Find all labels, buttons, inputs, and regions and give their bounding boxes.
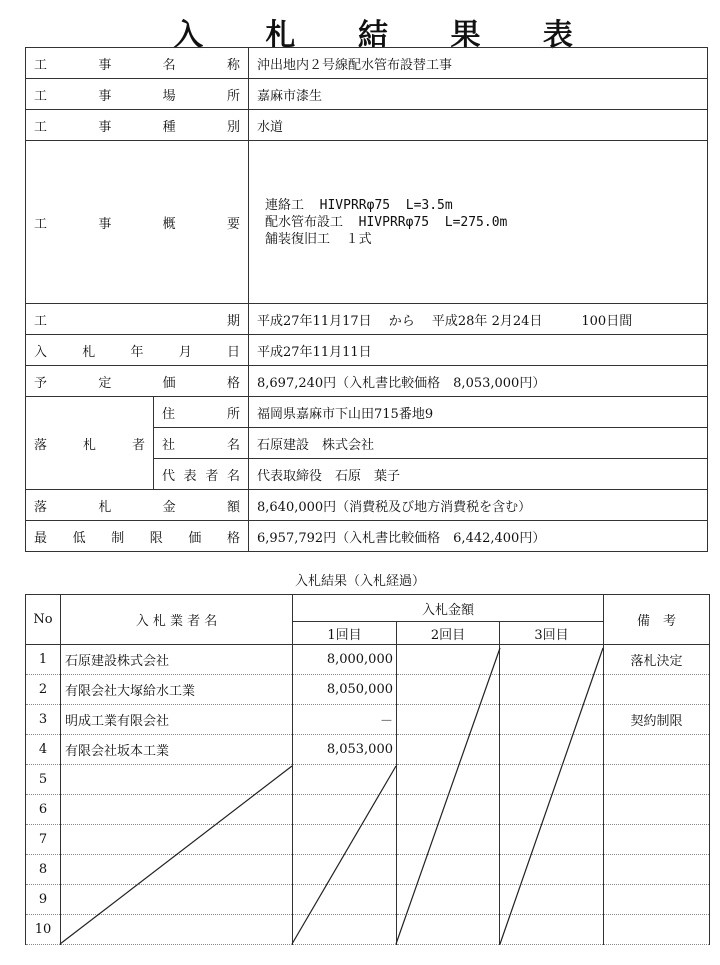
value-bid-date: 平成27年11月11日 — [249, 335, 708, 366]
round-3-amount — [500, 705, 604, 735]
table-row — [26, 825, 710, 855]
row-work-outline — [26, 141, 708, 304]
bidder-name: 有限会社大塚給水工業 — [61, 675, 293, 705]
label-winner-representative — [154, 459, 249, 490]
label-char: 日 — [226, 344, 240, 360]
remarks — [604, 735, 710, 765]
label-char: 定 — [98, 375, 112, 391]
value-period: 平成27年11月17日 から 平成28年 2月24日 100日間 — [249, 304, 708, 335]
label-char: 社 — [162, 437, 176, 453]
round-1-amount — [293, 915, 397, 945]
label-char: 名 — [226, 437, 240, 453]
label-minimum-price — [26, 521, 249, 552]
row-work-type — [26, 110, 708, 141]
table-row — [26, 795, 710, 825]
table-row — [26, 675, 710, 705]
work-outline-lines: 連絡工 HIVPRRφ75 L=3.5m 配水管布設工 HIVPRRφ75 L=275.0m 舗装復旧工 １式 — [265, 197, 508, 247]
label-char: 事 — [98, 57, 112, 73]
label-char: 者 — [131, 437, 145, 453]
row-winning-amount — [26, 490, 708, 521]
bidder-name — [61, 915, 293, 945]
value-winner-company: 石原建設 株式会社 — [249, 428, 708, 459]
label-char: 格 — [226, 530, 240, 546]
round-2-amount — [397, 675, 500, 705]
value-minimum-price: 6,957,792円（入札書比較価格 6,442,400円） — [249, 521, 708, 552]
remarks — [604, 915, 710, 945]
label-winner-address — [154, 397, 249, 428]
remarks — [604, 675, 710, 705]
remarks — [604, 825, 710, 855]
label-char: 種 — [162, 119, 176, 135]
label-char: 概 — [162, 216, 176, 232]
remarks — [604, 765, 710, 795]
label-char: 場 — [162, 88, 176, 104]
header-amount: 入札金額 — [293, 595, 604, 622]
round-1-amount — [293, 885, 397, 915]
label-char: 予 — [34, 375, 48, 391]
round-3-amount — [500, 915, 604, 945]
label-winner-company — [154, 428, 249, 459]
label-char: 称 — [226, 57, 240, 73]
round-3-amount — [500, 645, 604, 675]
label-char: 名 — [226, 468, 240, 484]
round-1-amount — [293, 765, 397, 795]
round-2-amount — [397, 825, 500, 855]
label-char: 格 — [226, 375, 240, 391]
round-2-amount — [397, 855, 500, 885]
table-row — [26, 705, 710, 735]
results-caption: 入札結果（入札経過） — [294, 574, 425, 589]
label-char: 工 — [34, 88, 48, 104]
label-char: 工 — [34, 57, 48, 73]
round-3-amount — [500, 825, 604, 855]
value-work-type: 水道 — [249, 110, 708, 141]
row-no: 5 — [26, 765, 61, 795]
remarks: 落札決定 — [604, 645, 710, 675]
table-row — [26, 645, 710, 675]
label-char: 最 — [34, 530, 48, 546]
label-work-name — [26, 48, 249, 79]
header-no: No — [26, 595, 61, 645]
label-char: 価 — [188, 530, 202, 546]
label-char: 札 — [82, 344, 96, 360]
label-char: 落 — [34, 499, 48, 515]
label-char: 月 — [178, 344, 192, 360]
remarks: 契約制限 — [604, 705, 710, 735]
row-minimum-price — [26, 521, 708, 552]
row-no: 1 — [26, 645, 61, 675]
round-3-amount — [500, 675, 604, 705]
label-char: 工 — [34, 119, 48, 135]
label-char: 表 — [183, 468, 197, 484]
row-no: 2 — [26, 675, 61, 705]
round-1-amount — [293, 855, 397, 885]
round-1-amount — [293, 795, 397, 825]
label-char: 工 — [34, 216, 48, 232]
round-3-amount — [500, 855, 604, 885]
table-row — [26, 885, 710, 915]
info-table — [25, 47, 708, 552]
round-2-amount — [397, 705, 500, 735]
label-char: 要 — [226, 216, 240, 232]
row-no: 3 — [26, 705, 61, 735]
label-work-outline — [26, 141, 249, 304]
row-no: 9 — [26, 885, 61, 915]
table-row — [26, 735, 710, 765]
label-char: 額 — [226, 499, 240, 515]
row-winner-address — [26, 397, 708, 428]
remarks — [604, 795, 710, 825]
label-char: 工 — [34, 313, 48, 329]
table-row — [26, 855, 710, 885]
row-no: 8 — [26, 855, 61, 885]
bidder-name — [61, 795, 293, 825]
round-1-amount: － — [293, 705, 397, 735]
value-work-outline — [249, 141, 708, 304]
round-2-amount — [397, 735, 500, 765]
label-planned-price — [26, 366, 249, 397]
label-char: 年 — [130, 344, 144, 360]
bidder-name — [61, 885, 293, 915]
label-char: 名 — [162, 57, 176, 73]
table-row — [26, 765, 710, 795]
row-work-place — [26, 79, 708, 110]
round-3-amount — [500, 765, 604, 795]
label-char: 入 — [34, 344, 48, 360]
round-2-amount — [397, 645, 500, 675]
round-1-amount — [293, 825, 397, 855]
label-work-place — [26, 79, 249, 110]
round-1-amount: 8,050,000 — [293, 675, 397, 705]
label-bid-date — [26, 335, 249, 366]
value-planned-price: 8,697,240円（入札書比較価格 8,053,000円） — [249, 366, 708, 397]
row-bid-date — [26, 335, 708, 366]
round-1-amount: 8,000,000 — [293, 645, 397, 675]
header-round-1: 1回目 — [293, 622, 397, 645]
label-work-type — [26, 110, 249, 141]
row-period — [26, 304, 708, 335]
label-char: 住 — [162, 406, 176, 422]
row-no: 10 — [26, 915, 61, 945]
row-no: 4 — [26, 735, 61, 765]
value-winning-amount: 8,640,000円（消費税及び地方消費税を含む） — [249, 490, 708, 521]
label-char: 札 — [82, 437, 96, 453]
label-char: 低 — [72, 530, 86, 546]
bidder-name: 石原建設株式会社 — [61, 645, 293, 675]
round-3-amount — [500, 795, 604, 825]
label-winner — [26, 397, 154, 490]
label-char: 代 — [162, 468, 176, 484]
bidder-name — [61, 765, 293, 795]
bidder-name — [61, 825, 293, 855]
row-planned-price — [26, 366, 708, 397]
label-char: 者 — [205, 468, 219, 484]
round-2-amount — [397, 915, 500, 945]
round-2-amount — [397, 885, 500, 915]
header-round-2: 2回目 — [397, 622, 500, 645]
label-char: 事 — [98, 216, 112, 232]
round-2-amount — [397, 765, 500, 795]
label-winning-amount — [26, 490, 249, 521]
value-work-place: 嘉麻市漆生 — [249, 79, 708, 110]
round-3-amount — [500, 885, 604, 915]
label-char: 別 — [226, 119, 240, 135]
remarks — [604, 855, 710, 885]
page-title: 入 札 結 果 表 — [173, 18, 599, 53]
label-char: 価 — [162, 375, 176, 391]
value-work-name: 沖出地内２号線配水管布設替工事 — [249, 48, 708, 79]
header-remarks: 備 考 — [604, 595, 710, 645]
row-no: 7 — [26, 825, 61, 855]
label-char: 期 — [226, 313, 240, 329]
table-row — [26, 915, 710, 945]
label-char: 所 — [226, 88, 240, 104]
label-char: 札 — [98, 499, 112, 515]
label-char: 落 — [34, 437, 48, 453]
label-char: 事 — [98, 119, 112, 135]
label-period — [26, 304, 249, 335]
round-3-amount — [500, 735, 604, 765]
round-2-amount — [397, 795, 500, 825]
bidder-name: 有限会社坂本工業 — [61, 735, 293, 765]
round-1-amount: 8,053,000 — [293, 735, 397, 765]
header-bidder: 入 札 業 者 名 — [61, 595, 293, 645]
label-char: 所 — [226, 406, 240, 422]
bidder-name: 明成工業有限会社 — [61, 705, 293, 735]
header-round-3: 3回目 — [500, 622, 604, 645]
remarks — [604, 885, 710, 915]
label-char: 限 — [149, 530, 163, 546]
value-winner-address: 福岡県嘉麻市下山田715番地9 — [249, 397, 708, 428]
value-winner-representative: 代表取締役 石原 葉子 — [249, 459, 708, 490]
row-no: 6 — [26, 795, 61, 825]
label-char: 事 — [98, 88, 112, 104]
bidder-name — [61, 855, 293, 885]
label-char: 金 — [162, 499, 176, 515]
label-char: 制 — [111, 530, 125, 546]
row-work-name — [26, 48, 708, 79]
bid-results-table — [25, 594, 710, 945]
